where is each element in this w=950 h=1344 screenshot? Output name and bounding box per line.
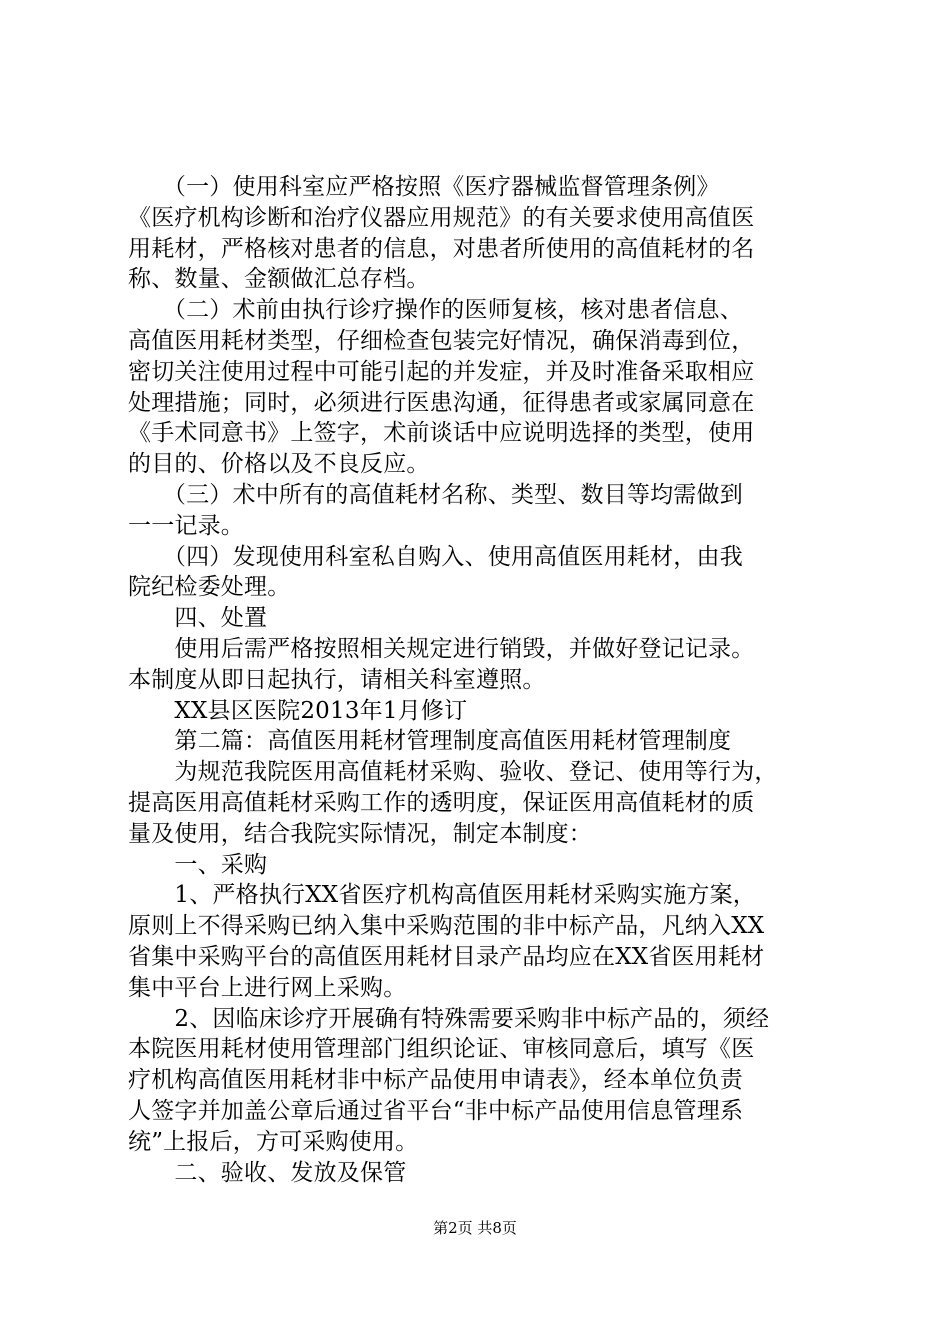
text-line: 疗机构高值医用耗材非中标产品使用申请表》，经本单位负责 [128,1067,743,1094]
text-line: 称、数量、金额做汇总存档。 [128,266,430,293]
text-line: 人签字并加盖公章后通过省平台“非中标产品使用信息管理系 [128,1097,744,1124]
text-line: 的目的、价格以及不良反应。 [128,451,430,478]
text-line: 为规范我院医用高值耗材采购、验收、登记、使用等行为， [128,759,778,786]
text-line: 提高医用高值耗材采购工作的透明度，保证医用高值耗材的质 [128,789,755,816]
document-body [128,172,828,1188]
text-line: 院纪检委处理。 [128,574,291,601]
text-line: 《医疗机构诊断和治疗仪器应用规范》的有关要求使用高值医 [128,204,755,231]
text-line: 1、严格执行XX省医疗机构高值医用耗材采购实施方案， [128,882,756,909]
text-line: 第二篇：高值医用耗材管理制度高值医用耗材管理制度 [128,728,732,755]
text-line: 四、处置 [128,605,268,632]
text-line: 原则上不得采购已纳入集中采购范围的非中标产品，凡纳入XX [128,913,765,940]
text-line: 本制度从即日起执行，请相关科室遵照。 [128,666,546,693]
text-line: （二）术前由执行诊疗操作的医师复核，核对患者信息、 [128,297,743,324]
text-line: 一一记录。 [128,512,244,539]
text-line: 一、采购 [128,851,268,878]
text-line: 2、因临床诊疗开展确有特殊需要采购非中标产品的，须经 [128,1005,770,1032]
text-line: 量及使用，结合我院实际情况，制定本制度： [128,820,592,847]
page-footer: 第2页 共8页 [433,1219,517,1237]
text-line: 使用后需严格按照相关规定进行销毁，并做好登记记录。 [128,635,755,662]
text-line: 用耗材，严格核对患者的信息，对患者所使用的高值耗材的名 [128,235,755,262]
text-line: XX县区医院2013年1月修订 [128,697,468,724]
text-line: 统”上报后，方可采购使用。 [128,1128,419,1155]
text-line: 高值医用耗材类型，仔细检查包装完好情况，确保消毒到位， [128,327,755,354]
text-line: （三）术中所有的高值耗材名称、类型、数目等均需做到 [128,481,743,508]
text-line: 集中平台上进行网上采购。 [128,974,407,1001]
text-line: （四）发现使用科室私自购入、使用高值医用耗材，由我 [128,543,743,570]
text-line: （一）使用科室应严格按照《医疗器械监督管理条例》 [128,174,720,200]
text-line: 密切关注使用过程中可能引起的并发症，并及时准备采取相应 [128,358,755,385]
text-line: 省集中采购平台的高值医用耗材目录产品均应在XX省医用耗材 [128,943,765,970]
text-line: 《手术同意书》上签字，术前谈话中应说明选择的类型，使用 [128,420,755,447]
text-line: 二、验收、发放及保管 [128,1159,407,1186]
text-line: 处理措施；同时，必须进行医患沟通，征得患者或家属同意在 [128,389,755,416]
text-line: 本院医用耗材使用管理部门组织论证、审核同意后，填写《医 [128,1036,755,1063]
